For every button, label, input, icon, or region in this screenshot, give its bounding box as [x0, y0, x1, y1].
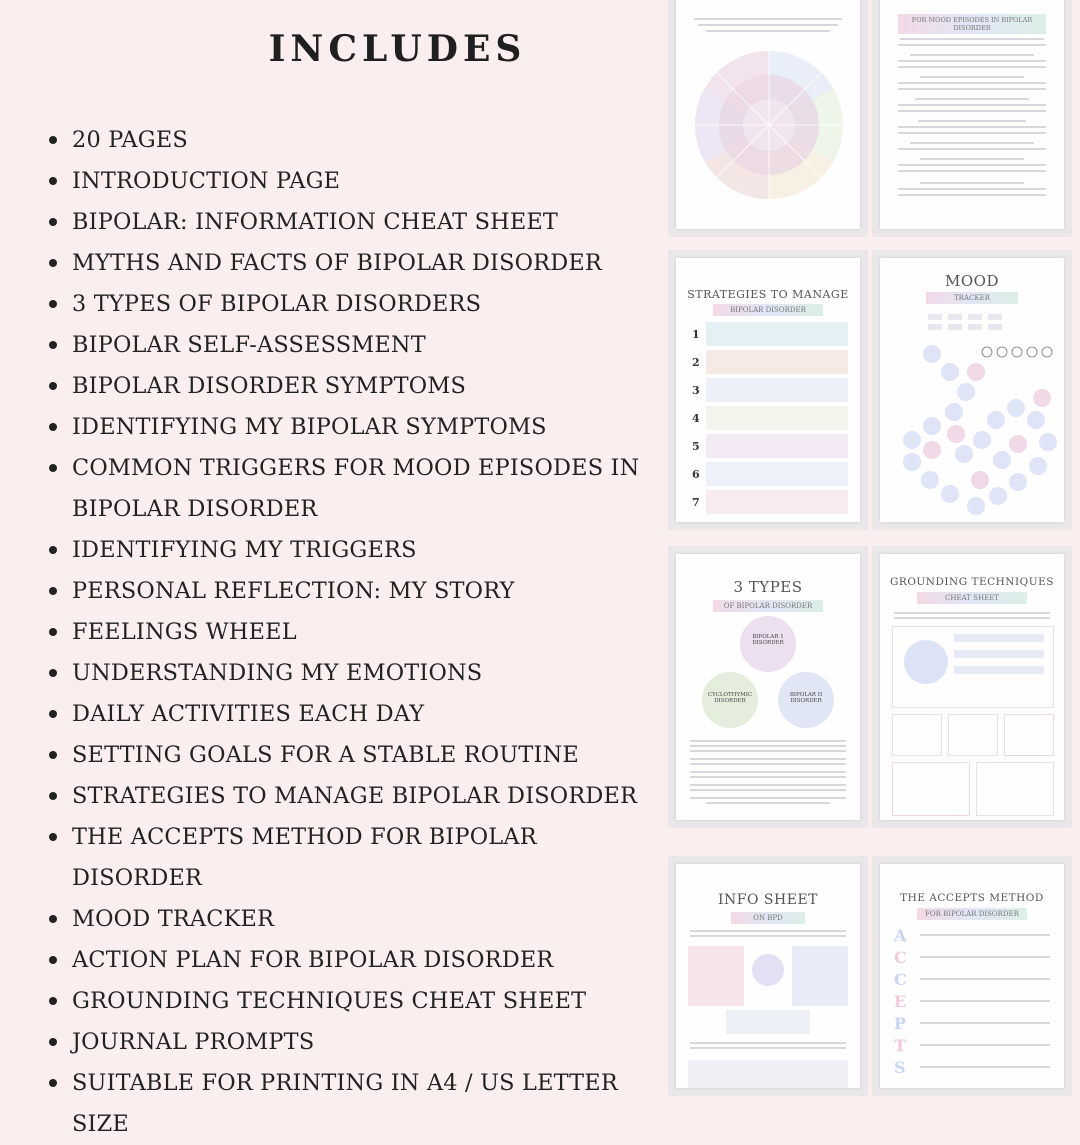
accepts-letter: S — [894, 1058, 906, 1077]
preview-info-sheet — [668, 856, 868, 1096]
preview-feelings-wheel — [668, 0, 868, 237]
preview-3-types — [668, 546, 868, 828]
preview-mood-tracker — [872, 250, 1072, 530]
accepts-letter: A — [894, 926, 907, 945]
types-subtitle: OF BIPOLAR DISORDER — [713, 600, 823, 612]
accepts-letter: E — [894, 992, 907, 1011]
strategy-row — [706, 490, 848, 514]
feature-item: IDENTIFYING MY BIPOLAR SYMPTOMS — [42, 407, 668, 448]
feature-item: 3 TYPES OF BIPOLAR DISORDERS — [42, 284, 668, 325]
feelings-wheel-graphic — [694, 50, 844, 200]
feature-item: MYTHS AND FACTS OF BIPOLAR DISORDER — [42, 243, 668, 284]
mood-tracker-grid — [892, 310, 1062, 520]
preview-accepts — [872, 856, 1072, 1096]
feature-item: BIPOLAR DISORDER SYMPTOMS — [42, 366, 668, 407]
feature-item: SUITABLE FOR PRINTING IN A4 / US LETTER SIZE — [42, 1063, 668, 1145]
strategy-row — [706, 434, 848, 458]
feature-item: DAILY ACTIVITIES EACH DAY — [42, 694, 668, 735]
info-subtitle: ON BPD — [731, 912, 805, 924]
feature-item: JOURNAL PROMPTS — [42, 1022, 668, 1063]
feature-item: THE ACCEPTS METHOD FOR BIPOLAR DISORDER — [42, 817, 668, 899]
types-title: 3 TYPES — [733, 578, 803, 596]
feature-item: IDENTIFYING MY TRIGGERS — [42, 530, 668, 571]
bipolar-2-label: BIPOLAR II DISORDER — [789, 692, 823, 704]
grounding-title: GROUNDING TECHNIQUES — [890, 576, 1054, 588]
features-list — [42, 120, 668, 1145]
feature-item: INTRODUCTION PAGE — [42, 161, 668, 202]
accepts-letter: P — [894, 1014, 907, 1033]
mood-title: MOOD — [945, 272, 999, 290]
feature-item: GROUNDING TECHNIQUES CHEAT SHEET — [42, 981, 668, 1022]
preview-grounding — [872, 546, 1072, 828]
strategy-row — [706, 322, 848, 346]
accepts-letter: T — [894, 1036, 906, 1055]
accepts-letter: C — [894, 948, 907, 967]
accepts-letter: C — [894, 970, 907, 989]
accepts-subtitle: FOR BIPOLAR DISORDER — [917, 908, 1027, 920]
feature-item: UNDERSTANDING MY EMOTIONS — [42, 653, 668, 694]
strategy-row — [706, 406, 848, 430]
common-triggers-subtitle: FOR MOOD EPISODES IN BIPOLAR DISORDER — [898, 14, 1045, 34]
strategy-number: 7 — [692, 496, 700, 509]
strategy-row — [706, 350, 848, 374]
feature-item: STRATEGIES TO MANAGE BIPOLAR DISORDER — [42, 776, 668, 817]
strategy-number: 3 — [692, 384, 700, 397]
strategies-title: STRATEGIES TO MANAGE — [687, 288, 849, 301]
feature-item: FEELINGS WHEEL — [42, 612, 668, 653]
preview-common-triggers — [872, 0, 1072, 237]
strategy-number: 5 — [692, 440, 700, 453]
accepts-title: THE ACCEPTS METHOD — [900, 892, 1044, 904]
bipolar-1-label: BIPOLAR 1 DISORDER — [752, 634, 784, 646]
strategy-number: 6 — [692, 468, 700, 481]
info-title: INFO SHEET — [718, 892, 818, 908]
feature-item: 20 PAGES — [42, 120, 668, 161]
strategy-number: 1 — [692, 328, 700, 341]
feature-item: PERSONAL REFLECTION: MY STORY — [42, 571, 668, 612]
preview-strategies — [668, 250, 868, 530]
feature-item: BIPOLAR SELF-ASSESSMENT — [42, 325, 668, 366]
mood-subtitle: TRACKER — [926, 292, 1018, 304]
strategy-number: 4 — [692, 412, 700, 425]
feature-item: BIPOLAR: INFORMATION CHEAT SHEET — [42, 202, 668, 243]
strategy-row — [706, 378, 848, 402]
strategy-number: 2 — [692, 356, 700, 369]
feature-item: MOOD TRACKER — [42, 899, 668, 940]
grounding-subtitle: CHEAT SHEET — [917, 592, 1027, 604]
includes-heading: INCLUDES — [268, 28, 527, 70]
feature-item: COMMON TRIGGERS FOR MOOD EPISODES IN BIPOLAR DISORDER — [42, 448, 668, 530]
feature-item: SETTING GOALS FOR A STABLE ROUTINE — [42, 735, 668, 776]
cyclothymic-label: CYCLOTHYMIC DISORDER — [707, 692, 753, 704]
strategy-row — [706, 462, 848, 486]
strategies-subtitle: BIPOLAR DISORDER — [713, 304, 823, 316]
feature-item: ACTION PLAN FOR BIPOLAR DISORDER — [42, 940, 668, 981]
